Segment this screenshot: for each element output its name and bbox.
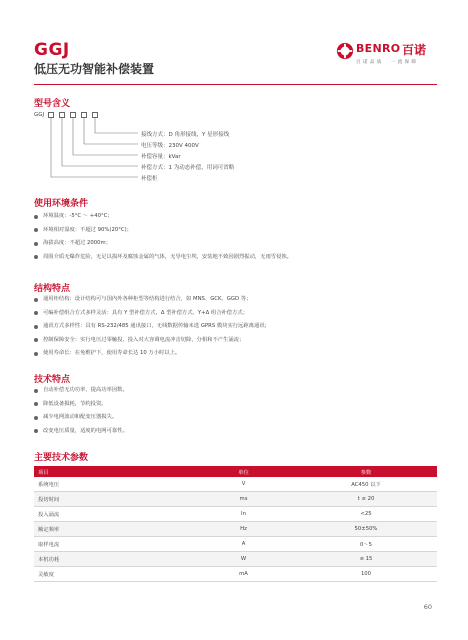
page-title: 低压无功智能补偿装置 — [34, 62, 155, 76]
column-header: 参数 — [295, 466, 437, 477]
logo-wordmark: BENRO — [356, 42, 401, 55]
table-cell: Hz — [192, 522, 295, 537]
table-cell: mA — [192, 567, 295, 582]
table-cell: V — [192, 477, 295, 492]
table-cell: t ≤ 20 — [295, 492, 437, 507]
list-item: 海拔高度：不超过 2000m； — [34, 240, 444, 247]
table-cell: 50±50% — [295, 522, 437, 537]
table-cell: 投切时间 — [34, 492, 192, 507]
list-item: 环境相对湿度：不超过 90%(20°C)； — [34, 227, 444, 234]
table-cell: ms — [192, 492, 295, 507]
params-table — [34, 466, 437, 582]
legend-capacity: 补偿容量：kVar — [141, 154, 181, 160]
table-cell: 0～5 — [295, 537, 437, 552]
table-row — [34, 522, 437, 537]
column-header: 单位 — [192, 466, 295, 477]
section-title-params: 主要技术参数 — [34, 453, 89, 463]
list-item: 使用寿命长：在免维护下，使用寿命长达 10 万小时以上。 — [34, 350, 444, 357]
product-model: GGJ — [34, 40, 70, 60]
column-header: 项目 — [34, 466, 192, 477]
list-item: 改变电压质量，适度的电网可靠性。 — [34, 428, 444, 435]
table-cell: In — [192, 507, 295, 522]
list-item: 自动补偿无功功率，提高功率因数。 — [34, 387, 444, 394]
table-header-row — [34, 466, 437, 477]
table-row — [34, 477, 437, 492]
list-item: 通讯方式多样性：具有 RS-232/485 通讯接口，无线数据传输未选 GPRS 模块实行远距离通讯； — [34, 323, 444, 330]
list-item: 可编补偿组合方式多样灵活：具有 Y 型补偿方式、Δ 型补偿方式、Y+Δ 组合补偿方式； — [34, 310, 444, 317]
model-code: GGJ — [34, 112, 45, 118]
table-row — [34, 552, 437, 567]
structure-list — [34, 296, 444, 364]
legend-method: 补偿方式：1 为动态补偿，用词可省略 — [141, 165, 235, 171]
table-row — [34, 492, 437, 507]
list-item: 控制保障安全：实行电压过零触投，投入对大容调电流冲击切除，分相和不产生涌流； — [34, 337, 444, 344]
table-cell: 投入涌流 — [34, 507, 192, 522]
list-item: 环境温度：-5°C ～ +40°C； — [34, 213, 444, 220]
table-cell: A — [192, 537, 295, 552]
list-item: 周围介质无爆炸危险，无足以损坏及腐蚀金属的气体，无导电尘埃，安装地不致因剧烈振动，无雨雪侵蚀。 — [34, 254, 444, 261]
table-cell: 系统电压 — [34, 477, 192, 492]
table-cell: AC450 以下 — [295, 477, 437, 492]
legend-voltage: 电压等级：230V 400V — [141, 143, 199, 149]
section-title-model: 型号含义 — [34, 99, 71, 109]
table-cell: <25 — [295, 507, 437, 522]
table-cell: 100 — [295, 567, 437, 582]
table-cell: ≤ 15 — [295, 552, 437, 567]
table-row — [34, 537, 437, 552]
table-cell: W — [192, 552, 295, 567]
legend-cabinet: 补偿柜 — [141, 176, 158, 182]
table-cell: 本机功耗 — [34, 552, 192, 567]
table-cell: 灵敏度 — [34, 567, 192, 582]
section-title-structure: 结构特点 — [34, 284, 71, 294]
section-title-tech: 技术特点 — [34, 375, 71, 385]
table-row — [34, 507, 437, 522]
table-cell: 取样电流 — [34, 537, 192, 552]
page-number: 60 — [423, 603, 432, 611]
environment-list — [34, 213, 444, 267]
table-cell: 额定频率 — [34, 522, 192, 537]
logo-tagline: 百 诺 品 质 一 流 保 障 — [356, 60, 417, 65]
list-item: 减少电网波动和配变压器损失。 — [34, 414, 444, 421]
table-row — [34, 567, 437, 582]
tech-list — [34, 387, 444, 441]
logo-chinese: 百诺 — [402, 43, 427, 57]
list-item: 通用柜结构：设计结构可与国内外各种柜型等结构进行结合，如 MNS、GCK、GGD 等； — [34, 296, 444, 303]
section-title-environment: 使用环境条件 — [34, 199, 89, 209]
list-item: 降低设备损耗，节约投资。 — [34, 401, 444, 408]
legend-wiring: 接线方式：D 角形接线，Y 星形接线 — [141, 132, 230, 138]
